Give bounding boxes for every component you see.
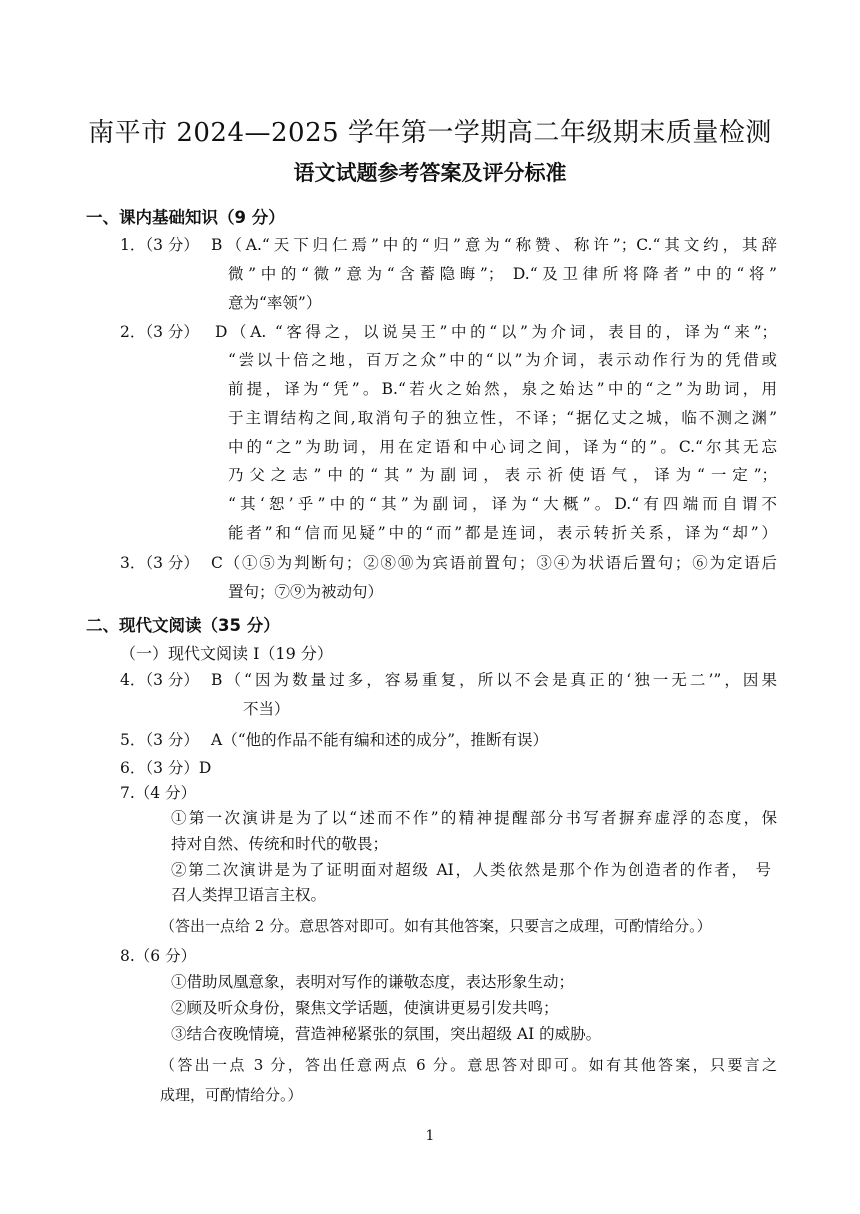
question-7 bbox=[0, 781, 860, 809]
question-2-cont bbox=[0, 348, 860, 376]
question-number: 2．（3 分） bbox=[120, 323, 199, 341]
answer-line: “尝以十倍之地，百万之众”中的“以”为介词，表示动作行为的凭借或 bbox=[228, 351, 777, 369]
answer-line: ①第一次演讲是为了以“述而不作”的精神提醒部分书写者摒弃虚浮的态度，保 bbox=[171, 809, 777, 827]
answer-line: 前提，译为“凭”。B.“若火之始然，泉之始达”中的“之”为助词，用 bbox=[228, 380, 777, 398]
page-number: 1 bbox=[425, 1128, 435, 1144]
question-8-point-2 bbox=[0, 996, 860, 1024]
question-2 bbox=[0, 320, 860, 348]
question-2-cont bbox=[0, 521, 860, 549]
question-8 bbox=[0, 944, 860, 972]
question-3-cont bbox=[0, 580, 860, 608]
answer-line: B（“因为数量过多，容易重复，所以不会是真正的‘独一无二’”，因果 bbox=[211, 671, 777, 689]
answer-line: 不当） bbox=[243, 700, 290, 718]
question-number: 6．（3 分）D bbox=[120, 759, 212, 777]
scoring-note-q7: （答出一点给 2 分。意思答对即可。如有其他答案，只要言之成理，可酌情给分。） bbox=[160, 917, 712, 935]
answer-line: D（A. “客得之，以说吴王”中的“以”为介词，表目的，译为“来”； bbox=[215, 323, 777, 341]
question-number: 8.（6 分） bbox=[120, 947, 197, 965]
question-8-point-1 bbox=[0, 970, 860, 998]
answer-line: 微”中的“微”意为“含蓄隐晦”； D.“及卫律所将降者”中的“将” bbox=[228, 265, 777, 283]
answer-line: “其‘恕’乎”中的“其”为副词，译为“大概”。D.“有四端而自谓不 bbox=[228, 495, 777, 513]
question-4 bbox=[0, 668, 860, 696]
answer-line: 意为“率领”） bbox=[228, 294, 322, 312]
answer-line: C（①⑤为判断句；②⑧⑩为宾语前置句；③④为状语后置句；⑥为定语后 bbox=[211, 554, 777, 572]
question-1 bbox=[0, 233, 860, 261]
question-2-cont bbox=[0, 377, 860, 405]
question-7-point-2 bbox=[0, 858, 860, 886]
note-line: （答出一点 3 分，答出任意两点 6 分。意思答对即可。如有其他答案，只要言之 bbox=[160, 1056, 777, 1074]
answer-line: A（“他的作品不能有编和述的成分”，推断有误） bbox=[211, 731, 549, 749]
question-number: 7.（4 分） bbox=[120, 784, 197, 802]
answer-line: ③结合夜晚情境，营造神秘紧张的氛围，突出超级 AI 的威胁。 bbox=[171, 1025, 602, 1043]
question-2-cont bbox=[0, 463, 860, 491]
answer-line: ②顾及听众身份，聚焦文学话题，使演讲更易引发共鸣； bbox=[171, 999, 559, 1017]
question-number: 5．（3 分） bbox=[120, 731, 199, 749]
question-1-cont bbox=[0, 291, 860, 319]
scoring-note-q8 bbox=[0, 1054, 860, 1082]
question-6 bbox=[0, 756, 860, 784]
question-5 bbox=[0, 728, 860, 756]
answer-line: 持对自然、传统和时代的敬畏； bbox=[171, 835, 389, 853]
question-number: 4．（3 分） bbox=[120, 671, 199, 689]
question-number: 1．（3 分） bbox=[120, 236, 199, 254]
question-7-point-1-cont bbox=[0, 832, 860, 860]
question-2-cont bbox=[0, 406, 860, 434]
answer-line: 召人类捍卫语言主权。 bbox=[171, 886, 327, 904]
question-2-cont bbox=[0, 492, 860, 520]
answer-line: ①借助凤凰意象，表明对写作的谦敬态度，表达形象生动； bbox=[171, 973, 575, 991]
question-3 bbox=[0, 551, 860, 579]
question-7-point-2-cont bbox=[0, 883, 860, 911]
section-heading-modern-reading: 二、现代文阅读（35 分） bbox=[86, 616, 280, 635]
question-4-cont bbox=[0, 697, 860, 725]
answer-line: ②第二次演讲是为了证明面对超级 AI，人类依然是那个作为创造者的作者， 号 bbox=[171, 861, 771, 879]
question-8-point-3 bbox=[0, 1022, 860, 1050]
question-number: 3．（3 分） bbox=[120, 554, 199, 572]
answer-line: 中的“之”为助词，用在定语和中心词之间，译为“的”。C.“尔其无忘 bbox=[228, 438, 777, 456]
answer-line: 于主谓结构之间,取消句子的独立性，不译；“据亿丈之城，临不测之渊” bbox=[228, 409, 777, 427]
page-title: 南平市 2024—2025 学年第一学期高二年级期末质量检测 bbox=[88, 118, 772, 148]
section-heading-basic-knowledge: 一、课内基础知识（9 分） bbox=[86, 208, 285, 227]
note-line: 成理，可酌情给分。） bbox=[160, 1086, 303, 1104]
answer-line: 乃父之志”中的“其”为副词，表示祈使语气，译为“一定”； bbox=[228, 466, 777, 484]
answer-line: B（A.“天下归仁焉”中的“归”意为“称赞、称许”；C.“其文约，其辞 bbox=[211, 236, 777, 254]
question-1-cont bbox=[0, 262, 860, 290]
answer-line: 能者”和“信而见疑”中的“而”都是连词，表示转折关系，译为“却”） bbox=[228, 524, 777, 542]
question-7-point-1 bbox=[0, 806, 860, 834]
subsection-heading-reading-i: （一）现代文阅读 I（19 分） bbox=[120, 644, 333, 663]
answer-line: 置句；⑦⑨为被动句） bbox=[228, 583, 384, 601]
scoring-note-q8-cont bbox=[0, 1084, 860, 1112]
page-subtitle: 语文试题参考答案及评分标准 bbox=[293, 161, 567, 185]
question-2-cont bbox=[0, 435, 860, 463]
